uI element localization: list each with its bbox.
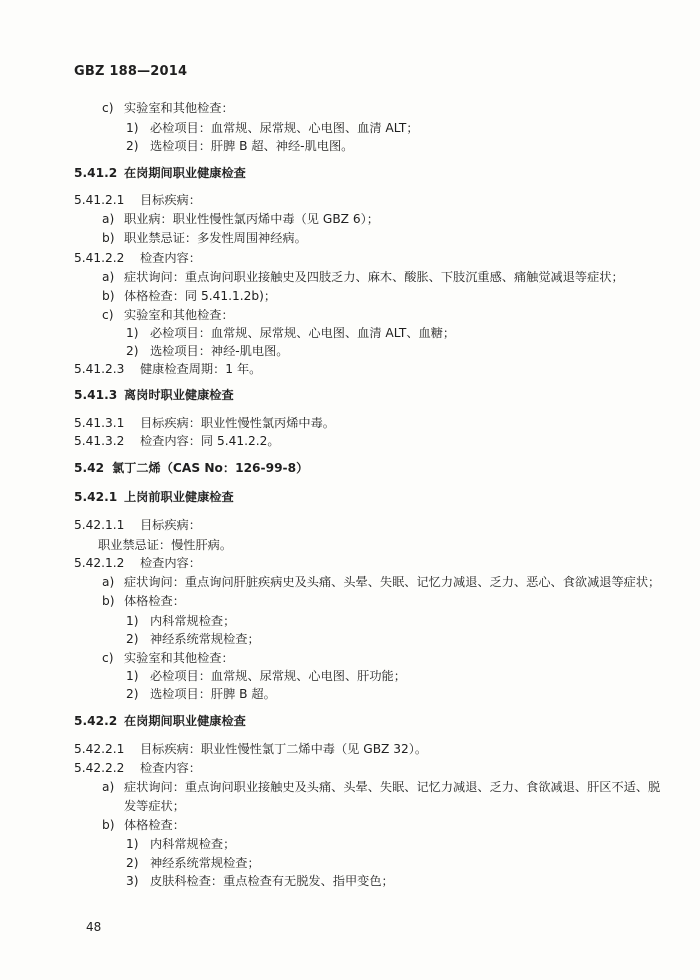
list-item: 1) 内科常规检查； <box>126 837 236 851</box>
list-item: c) 实验室和其他检查： <box>102 308 234 322</box>
list-item: a) 症状询问：重点询问肝脏疾病史及头痛、头晕、失眠、记忆力减退、乏力、恶心、食欲减退等症状； <box>102 575 661 589</box>
clause: 5.41.2.1 目标疾病： <box>74 193 201 207</box>
list-item: 2) 神经系统常规检查； <box>126 856 260 870</box>
clause: 5.41.3.1 目标疾病：职业性慢性氯丙烯中毒。 <box>74 416 335 430</box>
list-item: a) 职业病：职业性慢性氯丙烯中毒（见 GBZ 6）； <box>102 212 379 226</box>
list-item: 2) 选检项目：神经-肌电图。 <box>126 344 289 358</box>
list-item: b) 体格检查：同 5.41.1.2b)； <box>102 289 277 303</box>
standard-code: GBZ 188—2014 <box>74 64 188 79</box>
list-item: 1) 必检项目：血常规、尿常规、心电图、肝功能； <box>126 669 406 683</box>
list-item: b) 职业禁忌证：多发性周围神经病。 <box>102 231 307 245</box>
list-item: c) 实验室和其他检查： <box>102 651 234 665</box>
list-item: c) 实验室和其他检查： <box>102 101 234 115</box>
list-item: 3) 皮肤科检查：重点检查有无脱发、指甲变色； <box>126 874 394 888</box>
section-heading: 5.41.2 在岗期间职业健康检查 <box>74 166 246 180</box>
list-item-continuation: 发等症状； <box>124 799 185 813</box>
clause: 5.41.3.2 检查内容：同 5.41.2.2。 <box>74 434 280 448</box>
section-heading: 5.42.1 上岗前职业健康检查 <box>74 490 234 504</box>
section-heading: 5.42.2 在岗期间职业健康检查 <box>74 714 246 728</box>
section-heading: 5.42 氯丁二烯（CAS No：126-99-8） <box>74 461 309 475</box>
list-item: 1) 必检项目：血常规、尿常规、心电图、血清 ALT； <box>126 121 419 135</box>
clause: 5.42.2.1 目标疾病：职业性慢性氯丁二烯中毒（见 GBZ 32）。 <box>74 742 428 756</box>
list-item: a) 症状询问：重点询问职业接触史及头痛、头晕、失眠、记忆力减退、乏力、食欲减退、肝区不适、脱 <box>102 780 661 794</box>
list-item: 2) 神经系统常规检查； <box>126 632 260 646</box>
paragraph: 职业禁忌证：慢性肝病。 <box>98 538 233 552</box>
list-item: b) 体格检查： <box>102 594 185 608</box>
list-item: 1) 内科常规检查； <box>126 614 236 628</box>
section-heading: 5.41.3 离岗时职业健康检查 <box>74 388 234 402</box>
list-item: b) 体格检查： <box>102 818 185 832</box>
list-item: 1) 必检项目：血常规、尿常规、心电图、血清 ALT、血糖； <box>126 326 456 340</box>
clause: 5.42.1.1 目标疾病： <box>74 518 201 532</box>
list-item: 2) 选检项目：肝脾 B 超。 <box>126 687 276 701</box>
list-item: 2) 选检项目：肝脾 B 超、神经-肌电图。 <box>126 139 354 153</box>
list-item: a) 症状询问：重点询问职业接触史及四肢乏力、麻木、酸胀、下肢沉重感、痛触觉减退等症状； <box>102 270 624 284</box>
clause: 5.41.2.3 健康检查周期：1 年。 <box>74 362 262 376</box>
page-number: 48 <box>86 920 102 934</box>
clause: 5.41.2.2 检查内容： <box>74 251 201 265</box>
clause: 5.42.1.2 检查内容： <box>74 556 201 570</box>
clause: 5.42.2.2 检查内容： <box>74 761 201 775</box>
